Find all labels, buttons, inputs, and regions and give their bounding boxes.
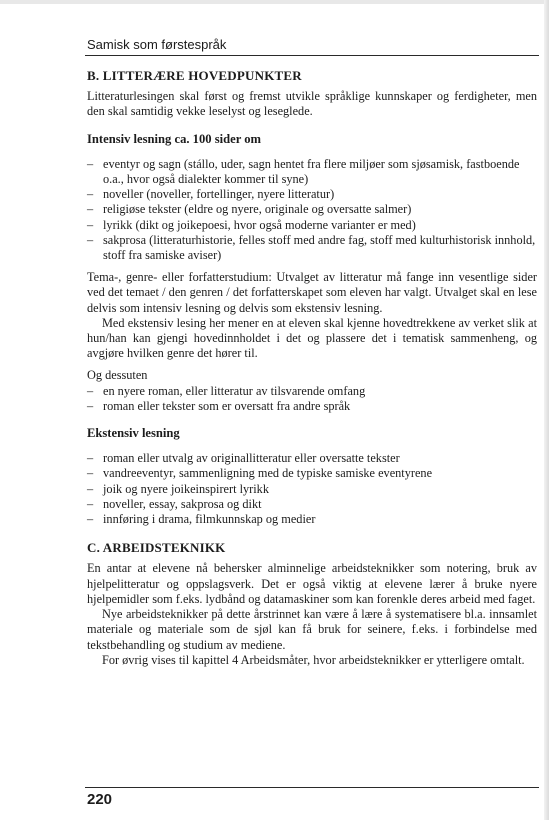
dash-marker: – — [87, 202, 94, 217]
dash-marker: – — [87, 383, 94, 398]
section-b-heading: B. LITTERÆRE HOVEDPUNKTER — [87, 68, 302, 83]
page-number: 220 — [87, 791, 113, 808]
section-c-paragraph: For øvrig vises til kapittel 4 Arbeidsmåter, hvor arbeidsteknikker er ytterligere omtalt. — [102, 652, 525, 667]
ekstensiv-heading: Ekstensiv lesning — [87, 426, 180, 441]
list-item: – religiøse tekster (eldre og nyere, originale og oversatte salmer) — [87, 202, 412, 217]
section-c-paragraph: En antar at elevene nå behersker alminnelige arbeidsteknikker som notering, bruk av hjelpelitteratur og oppslagsverk. Det er også viktig at elevene lærer å bruke nyere hjelpemidler som f.eks. lydbånd og datamaskiner som kan forenkle deres arbeid med faget. — [87, 561, 537, 606]
page-body — [87, 68, 537, 668]
list-item: – en nyere roman, eller litteratur av tilsvarende omfang — [87, 383, 366, 398]
dash-marker: – — [87, 232, 94, 247]
intensiv-list — [87, 157, 537, 263]
ekstensiv-explanation: Med ekstensiv lesing her mener en at eleven skal kjenne hovedtrekkene av verket slik at hun/han kan gjengi hovedinnholdet i det og plassere det i tematisk sammenheng, og avgjøre hvilken genre det hører til. — [87, 315, 537, 361]
page-right-edge — [544, 0, 549, 820]
dash-marker: – — [87, 496, 94, 511]
list-item: – noveller (noveller, fortellinger, nyere litteratur) — [87, 187, 335, 202]
list-item: – roman eller tekster som er oversatt fra andre språk — [87, 398, 351, 413]
section-c-paragraph: Nye arbeidsteknikker på dette årstrinnet kan være å lære å systematisere bl.a. innsamlet materiale og materiale som de sjøl kan få bruk for seinere, f.eks. i forbindelse med tekstbehandling og studium av mediene. — [87, 607, 537, 652]
dessuten-list — [87, 384, 537, 414]
list-item: – innføring i drama, filmkunnskap og medier — [87, 512, 316, 527]
ekstensiv-list — [87, 451, 537, 527]
list-item: – sakprosa (litteraturhistorie, felles stoff med andre fag, stoff med kulturhistorisk innhold, stoff fra samiske aviser) — [87, 232, 536, 263]
dash-marker: – — [87, 481, 94, 496]
list-item: – noveller, essay, sakprosa og dikt — [87, 496, 262, 511]
list-item: – lyrikk (dikt og joikepoesi, hvor også moderne varianter er med) — [87, 217, 416, 232]
dash-marker: – — [87, 217, 94, 232]
dash-marker: – — [87, 156, 94, 171]
tema-paragraph: Tema-, genre- eller forfatterstudium: Utvalget av litteratur må fange inn vesentlige sider ved det temaet / den genren / det forfatterskapet som eleven har valgt. Utvalget skal en lese delvis som intensiv lesning og delvis som ekstensiv lesning. — [87, 270, 537, 315]
page-top-edge — [0, 0, 549, 4]
list-item: – joik og nyere joikeinspirert lyrikk — [87, 481, 269, 496]
dash-marker: – — [87, 512, 94, 527]
running-head: Samisk som førstespråk — [87, 37, 227, 52]
intensiv-heading: Intensiv lesning ca. 100 sider om — [87, 131, 261, 146]
list-item: – eventyr og sagn (stállo, uder, sagn hentet fra flere miljøer som sjøsamisk, fastboende o.a., hvor også dialekter kommer til syne) — [87, 156, 520, 187]
dash-marker: – — [87, 398, 94, 413]
list-item: – vandreeventyr, sammenligning med de typiske samiske eventyrene — [87, 466, 433, 481]
list-item: – roman eller utvalg av originallitteratur eller oversatte tekster — [87, 451, 400, 466]
dash-marker: – — [87, 466, 94, 481]
dash-marker: – — [87, 451, 94, 466]
dessuten-label: Og dessuten — [87, 368, 148, 383]
dash-marker: – — [87, 187, 94, 202]
section-c-heading: C. ARBEIDSTEKNIKK — [87, 540, 226, 556]
footer-rule — [85, 787, 539, 788]
header-rule — [85, 55, 539, 56]
section-b-intro: Litteraturlesingen skal først og fremst utvikle språklige kunnskaper og ferdigheter, men den skal samtidig vekke leselyst og leseglede. — [87, 89, 537, 119]
